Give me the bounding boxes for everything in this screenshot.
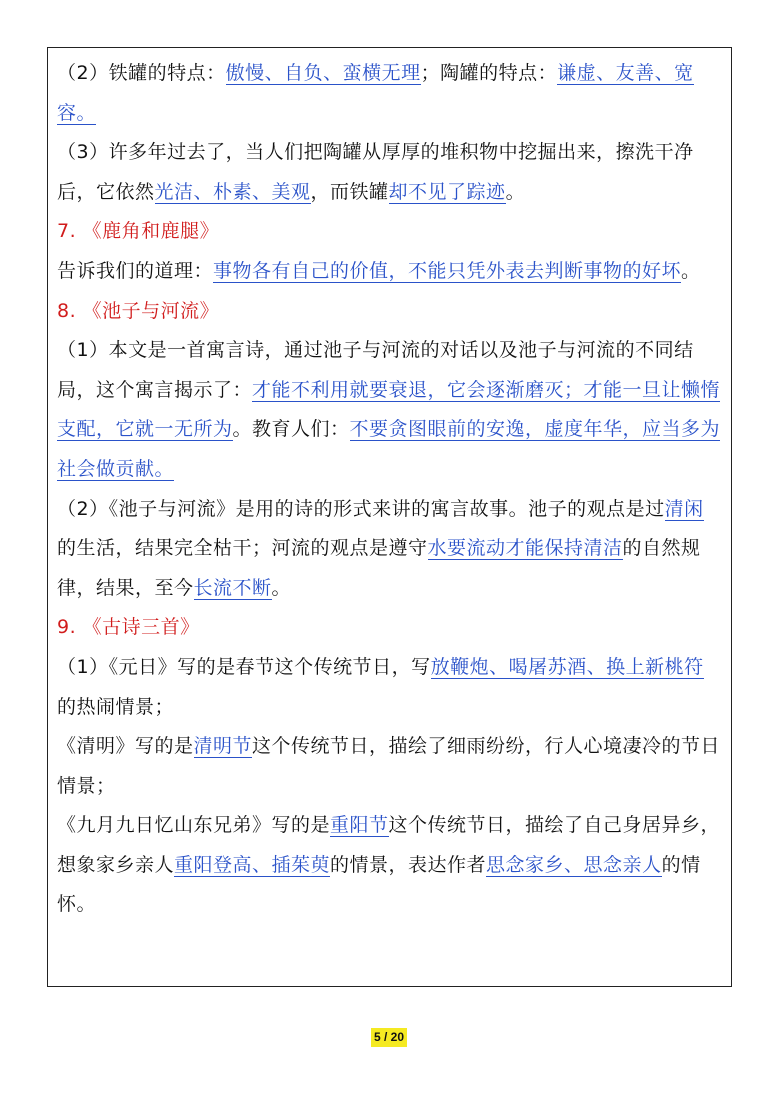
answer-river-view: 水要流动才能保持清洁: [427, 537, 623, 560]
q8-part1: [57, 331, 722, 489]
text: （1）《元日》写的是春节这个传统节日，写: [57, 655, 431, 678]
text: 告诉我们的道理：: [57, 259, 214, 282]
answer-spring-festival-customs: 放鞭炮、喝屠苏酒、换上新桃符: [430, 655, 704, 678]
study-notes: [57, 54, 722, 925]
answer-iron-pot-traits: 傲慢、自负、蛮横无理: [225, 62, 421, 84]
answer-river-result: 长流不断: [193, 576, 272, 599]
section-heading-9: 9. 《古诗三首》: [57, 616, 200, 639]
answer-lesson: 不要贪图眼前的安逸，虚度年华，应当多为社会做贡献。: [57, 418, 721, 480]
text: 《九月九日忆山东兄弟》写的是: [57, 814, 331, 837]
text: 。: [505, 180, 526, 203]
text: （3）许多年过去了，当人们把陶罐从厚厚的堆积物中挖掘出来，擦洗干净后，它依然: [57, 141, 694, 203]
page-indicator: 5 / 20: [371, 1028, 407, 1047]
text: ，而铁罐: [310, 180, 389, 203]
answer-customs: 重阳登高、插茱萸: [174, 853, 331, 876]
q9-part2: [57, 727, 722, 806]
text: 《清明》写的是: [57, 735, 194, 758]
text: 的自然规律，结果，至今: [57, 537, 701, 599]
q6-part3: [57, 133, 722, 212]
answer-double-ninth: 重阳节: [330, 814, 389, 837]
answer-iron-pot-state: 却不见了踪迹: [388, 180, 506, 203]
text: 这个传统节日，描绘了自己身居异乡，想象家乡亲人: [57, 814, 721, 876]
text: 。: [271, 576, 292, 599]
q7-moral: [57, 252, 722, 292]
q9-part3: [57, 806, 722, 925]
text: ；陶罐的特点：: [420, 62, 558, 84]
text: 。: [681, 259, 701, 282]
q6-part2: [57, 54, 722, 133]
answer-qingming: 清明节: [193, 735, 253, 758]
content-box: [47, 47, 732, 987]
text: 的情景，表达作者: [330, 853, 487, 876]
answer-pond-view: 清闲: [664, 497, 704, 520]
text: 的情怀。: [57, 853, 701, 916]
section-heading-8: 8. 《池子与河流》: [57, 299, 220, 322]
answer-clay-pot-state: 光洁、朴素、美观: [154, 180, 311, 203]
q9-part1: [57, 648, 722, 727]
q8-part2: [57, 490, 722, 609]
text: 的热闹情景；: [57, 695, 175, 718]
text: 的生活，结果完全枯干；河流的观点是遵守: [57, 537, 428, 560]
text: 。教育人们：: [232, 418, 350, 441]
answer-clay-pot-traits: 谦虚、友善、宽容。: [57, 62, 694, 124]
text: （1）本文是一首寓言诗，通过池子与河流的对话以及池子与河流的不同结局，这个寓言揭示了：: [57, 339, 694, 401]
section-heading-7: 7. 《鹿角和鹿腿》: [57, 220, 220, 243]
text: （2）铁罐的特点：: [57, 62, 226, 84]
text: （2）《池子与河流》是用的诗的形式来讲的寓言故事。池子的观点是过: [57, 497, 665, 520]
answer-fable-meaning: 才能不利用就要衰退，它会逐渐磨灭；才能一旦让懒惰支配，它就一无所为: [57, 378, 721, 441]
text: 这个传统节日，描绘了细雨纷纷，行人心境凄冷的节日情景；: [57, 735, 721, 797]
answer-moral: 事物各有自己的价值，不能只凭外表去判断事物的好坏: [213, 259, 682, 282]
answer-feeling: 思念家乡、思念亲人: [486, 853, 662, 876]
